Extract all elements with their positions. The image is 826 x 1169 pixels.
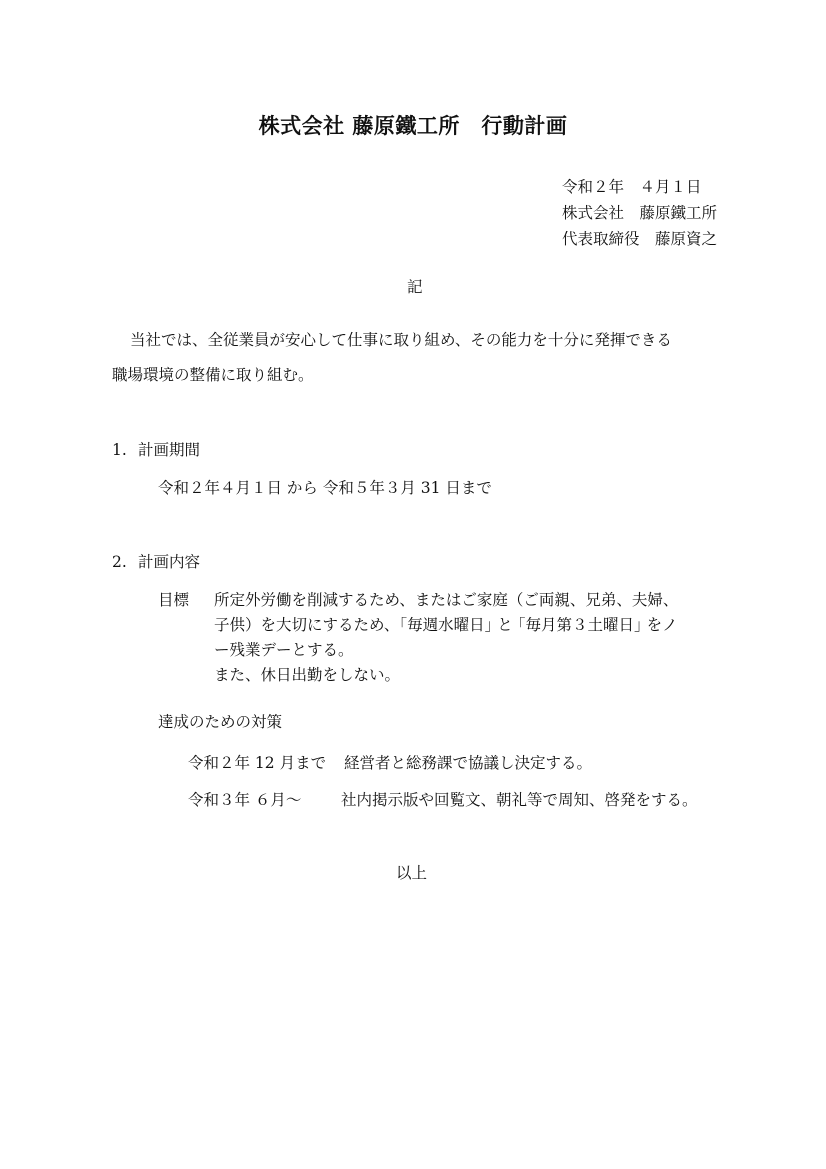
representative-name: 代表取締役 藤原資之 — [562, 230, 718, 248]
company-name: 株式会社 藤原鐵工所 — [562, 204, 718, 222]
section2-heading: 計画内容 — [138, 553, 201, 571]
plan-period-text: 令和２年４月１日 から 令和５年３月 31 日まで — [158, 479, 492, 497]
ki-heading: 記 — [407, 278, 423, 296]
measure-2-when: 令和３年 ６月〜 — [188, 791, 302, 809]
intro-line-2: 職場環境の整備に取り組む。 — [112, 366, 314, 384]
measure-1-when: 令和２年 12 月まで — [188, 754, 327, 772]
document-title: 株式会社 藤原鐵工所 行動計画 — [258, 114, 568, 138]
goal-label: 目標 — [158, 591, 190, 609]
intro-line-1: 当社では、全従業員が安心して仕事に取り組め、その能力を十分に発揮できる — [130, 331, 672, 349]
goal-line-1: 所定外労働を削減するため、またはご家庭（ご両親、兄弟、夫婦、 — [214, 591, 679, 609]
closing-ijo: 以上 — [396, 864, 428, 882]
measure-2-what: 社内掲示版や回覧文、朝礼等で周知、啓発をする。 — [341, 791, 698, 809]
issue-date: 令和２年 ４月１日 — [562, 178, 702, 196]
goal-line-4: また、休日出勤をしない。 — [214, 666, 401, 684]
section1-heading: 計画期間 — [138, 441, 201, 459]
goal-line-3: ー残業デーとする。 — [214, 641, 354, 659]
measures-heading: 達成のための対策 — [158, 713, 283, 731]
goal-line-2: 子供）を大切にするため、｢毎週水曜日｣ と ｢毎月第３土曜日｣ をノ — [214, 616, 678, 634]
section2-number: 2. — [112, 553, 127, 571]
measure-1-what: 経営者と総務課で協議し決定する。 — [344, 754, 593, 772]
section1-number: 1. — [112, 441, 127, 459]
